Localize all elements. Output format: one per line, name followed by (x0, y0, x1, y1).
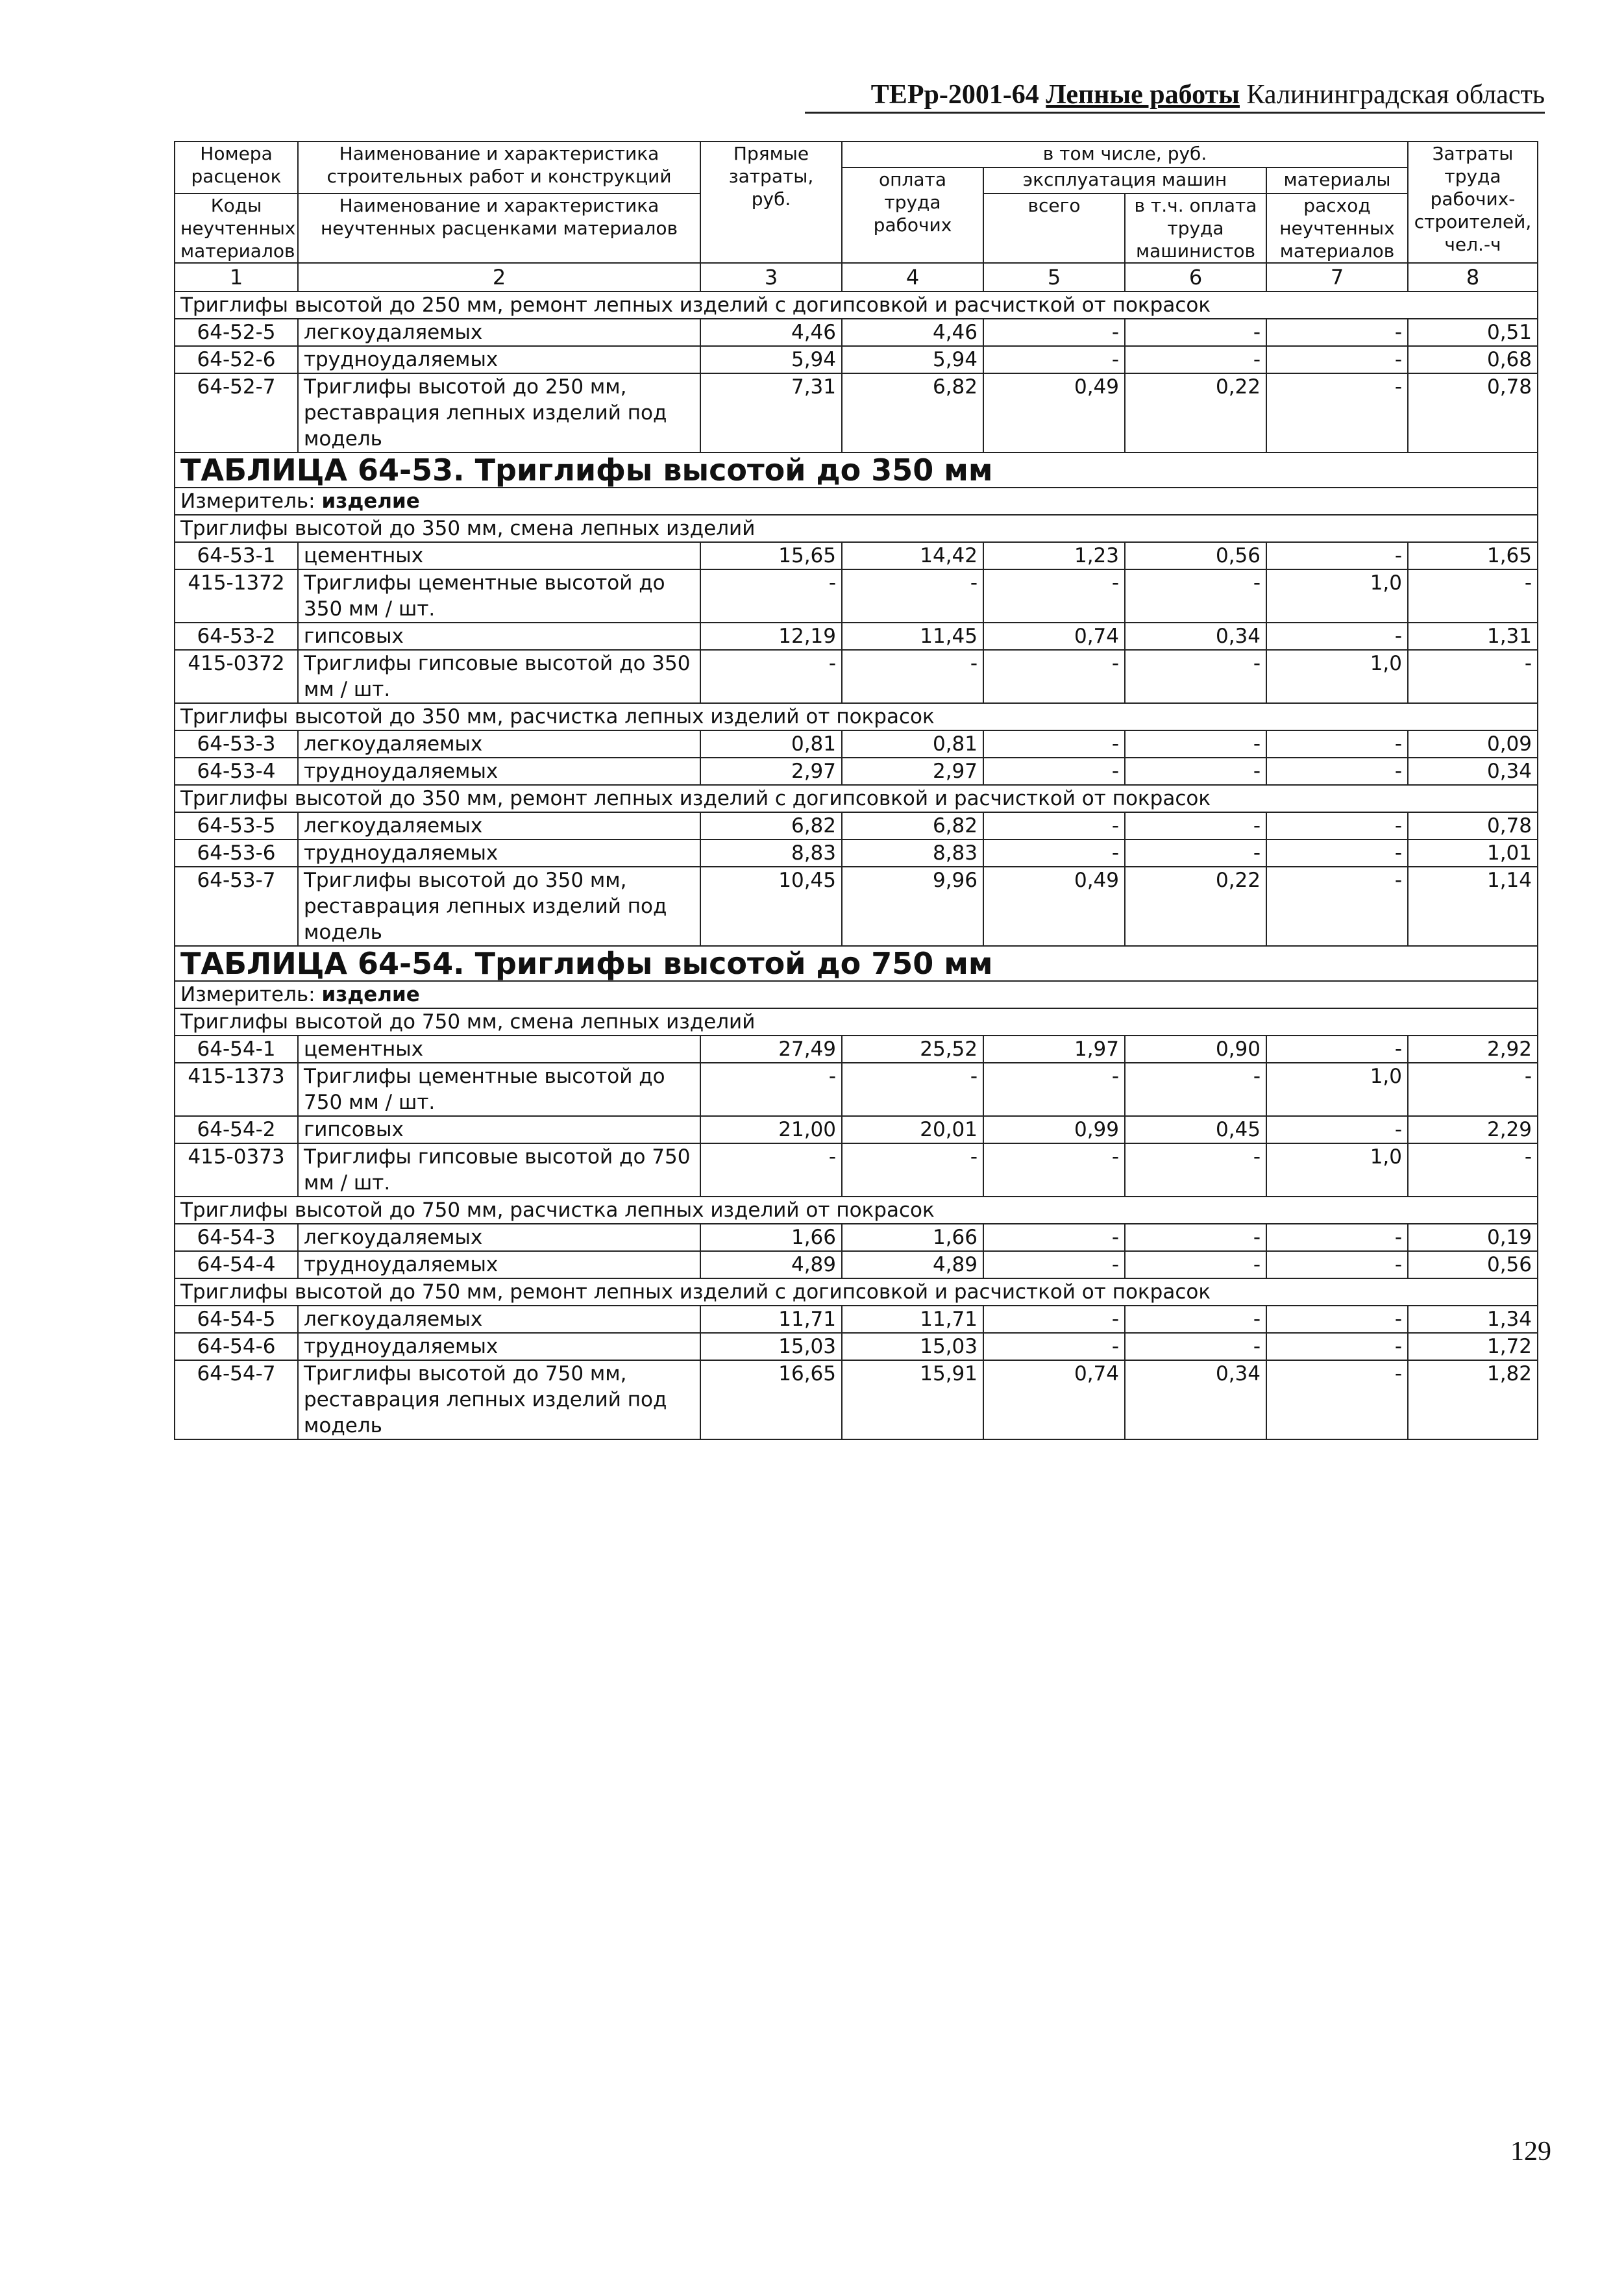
rate-name: гипсовых (298, 623, 700, 650)
rate-value: - (1266, 1116, 1408, 1143)
rate-name: Триглифы высотой до 250 мм, реставрация лепных изделий под модель (298, 373, 700, 453)
rate-value: 6,82 (700, 812, 842, 839)
rate-value: - (1125, 1143, 1266, 1197)
rate-value: 0,34 (1408, 758, 1538, 785)
rate-value: 1,82 (1408, 1360, 1538, 1439)
rate-value: 15,03 (700, 1333, 842, 1360)
rate-code: 415-1373 (175, 1063, 298, 1116)
rate-value: - (1125, 839, 1266, 867)
rate-value: 7,31 (700, 373, 842, 453)
rate-name: трудноудаляемых (298, 758, 700, 785)
table-title-row (175, 453, 1538, 488)
rate-value: 0,74 (983, 1360, 1125, 1439)
col-machinist-pay: в т.ч. оплата труда машинистов (1125, 193, 1266, 263)
rate-value: - (842, 569, 983, 623)
rate-value: 1,0 (1266, 1063, 1408, 1116)
rate-name: трудноудаляемых (298, 839, 700, 867)
table-row (175, 650, 1538, 703)
rate-code: 64-52-6 (175, 346, 298, 373)
rate-value: - (700, 650, 842, 703)
rate-value: - (1408, 650, 1538, 703)
table-row (175, 867, 1538, 946)
rate-value: 0,49 (983, 373, 1125, 453)
column-number: 7 (1266, 263, 1408, 292)
section-heading: Триглифы высотой до 750 мм, смена лепных изделий (175, 1008, 1538, 1036)
rate-value: 2,92 (1408, 1036, 1538, 1063)
col-group-including: в том числе, руб. (842, 142, 1408, 168)
rate-name: легкоудаляемых (298, 730, 700, 758)
column-number: 3 (700, 263, 842, 292)
rate-name: Триглифы гипсовые высотой до 350 мм / шт. (298, 650, 700, 703)
rate-value: - (1125, 346, 1266, 373)
rate-value: - (1408, 569, 1538, 623)
rate-code: 64-53-3 (175, 730, 298, 758)
rate-code: 64-54-2 (175, 1116, 298, 1143)
table-row (175, 1224, 1538, 1251)
rate-value: 0,99 (983, 1116, 1125, 1143)
col-group-materials: материалы (1266, 168, 1408, 193)
section-heading: Триглифы высотой до 750 мм, ремонт лепных изделий с догипсовкой и расчисткой от покрасок (175, 1278, 1538, 1306)
rate-value: - (1266, 346, 1408, 373)
rate-value: 15,91 (842, 1360, 983, 1439)
rate-value: 11,71 (700, 1306, 842, 1333)
section-row (175, 1008, 1538, 1036)
rate-value: 1,34 (1408, 1306, 1538, 1333)
column-number: 8 (1408, 263, 1538, 292)
rate-code: 415-0372 (175, 650, 298, 703)
rate-name: цементных (298, 1036, 700, 1063)
table-row (175, 346, 1538, 373)
rate-name: трудноудаляемых (298, 1333, 700, 1360)
rate-value: - (983, 346, 1125, 373)
rate-value: 1,72 (1408, 1333, 1538, 1360)
column-number: 4 (842, 263, 983, 292)
meter-cell (175, 488, 1538, 515)
rate-value: - (1266, 1036, 1408, 1063)
rate-value: - (983, 758, 1125, 785)
rate-value: - (1266, 1360, 1408, 1439)
section-heading: Триглифы высотой до 350 мм, смена лепных изделий (175, 515, 1538, 542)
rate-value: 11,45 (842, 623, 983, 650)
rate-value: - (1408, 1143, 1538, 1197)
rate-name: Триглифы высотой до 350 мм, реставрация лепных изделий под модель (298, 867, 700, 946)
rate-value: - (842, 1063, 983, 1116)
table-row (175, 542, 1538, 569)
table-row (175, 623, 1538, 650)
rate-value: - (983, 730, 1125, 758)
rate-value: - (1125, 730, 1266, 758)
rate-value: - (1125, 1306, 1266, 1333)
meter-cell (175, 981, 1538, 1008)
rate-value: - (842, 1143, 983, 1197)
table-row (175, 758, 1538, 785)
rate-value: 9,96 (842, 867, 983, 946)
page-number: 129 (1510, 2137, 1551, 2167)
col-machines-total: всего (983, 193, 1125, 263)
table-row (175, 730, 1538, 758)
rate-value: 0,19 (1408, 1224, 1538, 1251)
rate-name: трудноудаляемых (298, 346, 700, 373)
col-labor-costs: Затраты труда рабочих-строителей, чел.-ч (1408, 142, 1538, 263)
rate-value: 0,49 (983, 867, 1125, 946)
rate-code: 415-0373 (175, 1143, 298, 1197)
rate-value: 1,65 (1408, 542, 1538, 569)
rate-value: 6,82 (842, 812, 983, 839)
section-row (175, 515, 1538, 542)
rate-value: - (983, 1224, 1125, 1251)
rate-value: - (700, 1063, 842, 1116)
rate-value: 0,22 (1125, 867, 1266, 946)
document-code: ТЕРр-2001-64 (870, 80, 1039, 110)
rate-value: - (1266, 839, 1408, 867)
rate-value: - (1266, 730, 1408, 758)
rate-value: 0,09 (1408, 730, 1538, 758)
table-row (175, 1333, 1538, 1360)
rate-value: 1,0 (1266, 1143, 1408, 1197)
table-row (175, 1116, 1538, 1143)
table-title: ТАБЛИЦА 64-53. Триглифы высотой до 350 мм (180, 453, 993, 488)
rate-value: - (983, 1143, 1125, 1197)
rate-code: 64-53-1 (175, 542, 298, 569)
rate-value: 6,82 (842, 373, 983, 453)
table-title: ТАБЛИЦА 64-54. Триглифы высотой до 750 мм (180, 946, 993, 981)
rate-value: 0,81 (842, 730, 983, 758)
table-row (175, 1306, 1538, 1333)
rate-value: - (1266, 1333, 1408, 1360)
rate-value: - (1266, 542, 1408, 569)
rate-value: 1,14 (1408, 867, 1538, 946)
table-row (175, 1360, 1538, 1439)
rate-value: - (983, 1251, 1125, 1278)
rate-value: 0,51 (1408, 319, 1538, 346)
rate-code: 64-54-6 (175, 1333, 298, 1360)
rate-value: - (1266, 1251, 1408, 1278)
rate-name: Триглифы цементные высотой до 750 мм / шт. (298, 1063, 700, 1116)
table-row (175, 839, 1538, 867)
meter-row (175, 981, 1538, 1008)
rate-value: - (983, 650, 1125, 703)
rate-code: 64-52-7 (175, 373, 298, 453)
column-number: 5 (983, 263, 1125, 292)
header-row-1 (175, 142, 1538, 168)
column-number: 1 (175, 263, 298, 292)
rate-value: 15,65 (700, 542, 842, 569)
rate-value: - (983, 1333, 1125, 1360)
rate-value: 11,71 (842, 1306, 983, 1333)
rate-value: 5,94 (700, 346, 842, 373)
rate-value: - (983, 569, 1125, 623)
table-title-cell (175, 946, 1538, 981)
rate-code: 64-54-7 (175, 1360, 298, 1439)
section-heading: Триглифы высотой до 750 мм, расчистка лепных изделий от покрасок (175, 1197, 1538, 1224)
rate-value: 27,49 (700, 1036, 842, 1063)
rate-name: Триглифы высотой до 750 мм, реставрация лепных изделий под модель (298, 1360, 700, 1439)
section-row (175, 703, 1538, 730)
col-material-usage: расход неучтенных материалов (1266, 193, 1408, 263)
document-header (805, 78, 1545, 114)
rate-code: 64-54-4 (175, 1251, 298, 1278)
meter-value: изделие (321, 490, 420, 513)
rate-code: 64-54-1 (175, 1036, 298, 1063)
rate-value: 12,19 (700, 623, 842, 650)
rate-value: - (1125, 569, 1266, 623)
meter-label: Измеритель: (180, 983, 315, 1006)
document-region: Калининградская область (1246, 80, 1545, 110)
rate-value: 0,68 (1408, 346, 1538, 373)
rate-value: - (1125, 1063, 1266, 1116)
rate-value: - (700, 569, 842, 623)
rate-value: 2,97 (700, 758, 842, 785)
rate-value: - (1125, 1333, 1266, 1360)
rate-value: - (983, 1063, 1125, 1116)
rate-value: 20,01 (842, 1116, 983, 1143)
meter-label: Измеритель: (180, 490, 315, 513)
column-number: 2 (298, 263, 700, 292)
rate-name: Триглифы гипсовые высотой до 750 мм / шт. (298, 1143, 700, 1197)
rate-code: 64-53-4 (175, 758, 298, 785)
rate-value: - (983, 839, 1125, 867)
rate-value: - (1125, 1251, 1266, 1278)
rate-code: 64-53-6 (175, 839, 298, 867)
meter-row (175, 488, 1538, 515)
section-row (175, 785, 1538, 812)
rate-code: 415-1372 (175, 569, 298, 623)
col-group-machines: эксплуатация машин (983, 168, 1266, 193)
rate-value: 1,66 (700, 1224, 842, 1251)
rate-value: - (1125, 650, 1266, 703)
rate-value: 1,0 (1266, 569, 1408, 623)
rate-value: 4,46 (700, 319, 842, 346)
rate-code: 64-54-3 (175, 1224, 298, 1251)
rate-value: 1,31 (1408, 623, 1538, 650)
rate-value: 0,45 (1125, 1116, 1266, 1143)
rate-name: гипсовых (298, 1116, 700, 1143)
rate-value: 4,89 (842, 1251, 983, 1278)
rate-code: 64-53-5 (175, 812, 298, 839)
rate-value: - (700, 1143, 842, 1197)
rate-code: 64-54-5 (175, 1306, 298, 1333)
rate-value: 0,34 (1125, 623, 1266, 650)
rate-value: 5,94 (842, 346, 983, 373)
meter-value: изделие (321, 983, 420, 1006)
rate-value: 0,78 (1408, 812, 1538, 839)
rate-value: 4,89 (700, 1251, 842, 1278)
rate-value: 1,0 (1266, 650, 1408, 703)
rate-value: 1,97 (983, 1036, 1125, 1063)
rate-code: 64-53-2 (175, 623, 298, 650)
section-heading: Триглифы высотой до 350 мм, расчистка лепных изделий от покрасок (175, 703, 1538, 730)
rate-value: 14,42 (842, 542, 983, 569)
rate-value: 16,65 (700, 1360, 842, 1439)
rate-value: 21,00 (700, 1116, 842, 1143)
table-row (175, 1063, 1538, 1116)
rate-value: - (1266, 319, 1408, 346)
rate-value: - (1266, 373, 1408, 453)
rate-code: 64-53-7 (175, 867, 298, 946)
rate-value: - (1266, 1224, 1408, 1251)
table-title-row (175, 946, 1538, 981)
rate-value: 0,78 (1408, 373, 1538, 453)
rate-value: 10,45 (700, 867, 842, 946)
rate-value: - (842, 650, 983, 703)
rate-value: - (1408, 1063, 1538, 1116)
rate-value: 0,34 (1125, 1360, 1266, 1439)
rate-value: 0,81 (700, 730, 842, 758)
rate-code: 64-52-5 (175, 319, 298, 346)
rate-name: легкоудаляемых (298, 1306, 700, 1333)
table-row (175, 373, 1538, 453)
rate-value: - (1125, 812, 1266, 839)
rate-value: - (983, 812, 1125, 839)
rate-value: - (983, 1306, 1125, 1333)
col-rate-numbers: Номера расценок (175, 142, 298, 193)
section-heading: Триглифы высотой до 250 мм, ремонт лепных изделий с догипсовкой и расчисткой от покрасок (175, 292, 1538, 319)
section-row (175, 1197, 1538, 1224)
col-material-name: Наименование и характеристика неучтенных расценками материалов (298, 193, 700, 263)
rate-value: 2,97 (842, 758, 983, 785)
table-row (175, 1143, 1538, 1197)
rate-value: - (1266, 867, 1408, 946)
col-worker-pay: оплата труда рабочих (842, 168, 983, 263)
column-number: 6 (1125, 263, 1266, 292)
rate-name: легкоудаляемых (298, 812, 700, 839)
rate-value: 15,03 (842, 1333, 983, 1360)
rate-value: 1,01 (1408, 839, 1538, 867)
table-row (175, 812, 1538, 839)
rate-name: цементных (298, 542, 700, 569)
section-row (175, 292, 1538, 319)
rate-value: 0,90 (1125, 1036, 1266, 1063)
section-heading: Триглифы высотой до 350 мм, ремонт лепных изделий с догипсовкой и расчисткой от покрасок (175, 785, 1538, 812)
rate-value: 1,23 (983, 542, 1125, 569)
col-work-name: Наименование и характеристика строительных работ и конструкций (298, 142, 700, 193)
rate-value: 0,56 (1408, 1251, 1538, 1278)
rate-value: 25,52 (842, 1036, 983, 1063)
column-numbers-row (175, 263, 1538, 292)
rate-value: 2,29 (1408, 1116, 1538, 1143)
rate-value: - (983, 319, 1125, 346)
rate-name: Триглифы цементные высотой до 350 мм / шт. (298, 569, 700, 623)
table-row (175, 319, 1538, 346)
rate-value: - (1125, 319, 1266, 346)
rate-value: 0,22 (1125, 373, 1266, 453)
rate-value: 0,74 (983, 623, 1125, 650)
table-title-cell (175, 453, 1538, 488)
rate-name: легкоудаляемых (298, 319, 700, 346)
rate-value: 8,83 (700, 839, 842, 867)
rate-name: трудноудаляемых (298, 1251, 700, 1278)
table-row (175, 1036, 1538, 1063)
table-row (175, 1251, 1538, 1278)
rate-value: - (1266, 758, 1408, 785)
rate-name: легкоудаляемых (298, 1224, 700, 1251)
rate-value: - (1266, 812, 1408, 839)
rate-value: 4,46 (842, 319, 983, 346)
rate-value: 8,83 (842, 839, 983, 867)
rate-value: - (1125, 1224, 1266, 1251)
rate-value: 0,56 (1125, 542, 1266, 569)
rate-value: - (1125, 758, 1266, 785)
rate-value: 1,66 (842, 1224, 983, 1251)
section-row (175, 1278, 1538, 1306)
rate-value: - (1266, 1306, 1408, 1333)
col-direct-costs: Прямые затраты, руб. (700, 142, 842, 263)
rates-table (174, 141, 1538, 1440)
rate-value: - (1266, 623, 1408, 650)
document-title: Лепные работы (1046, 80, 1240, 110)
col-material-codes: Коды неучтенных материалов (175, 193, 298, 263)
table-row (175, 569, 1538, 623)
